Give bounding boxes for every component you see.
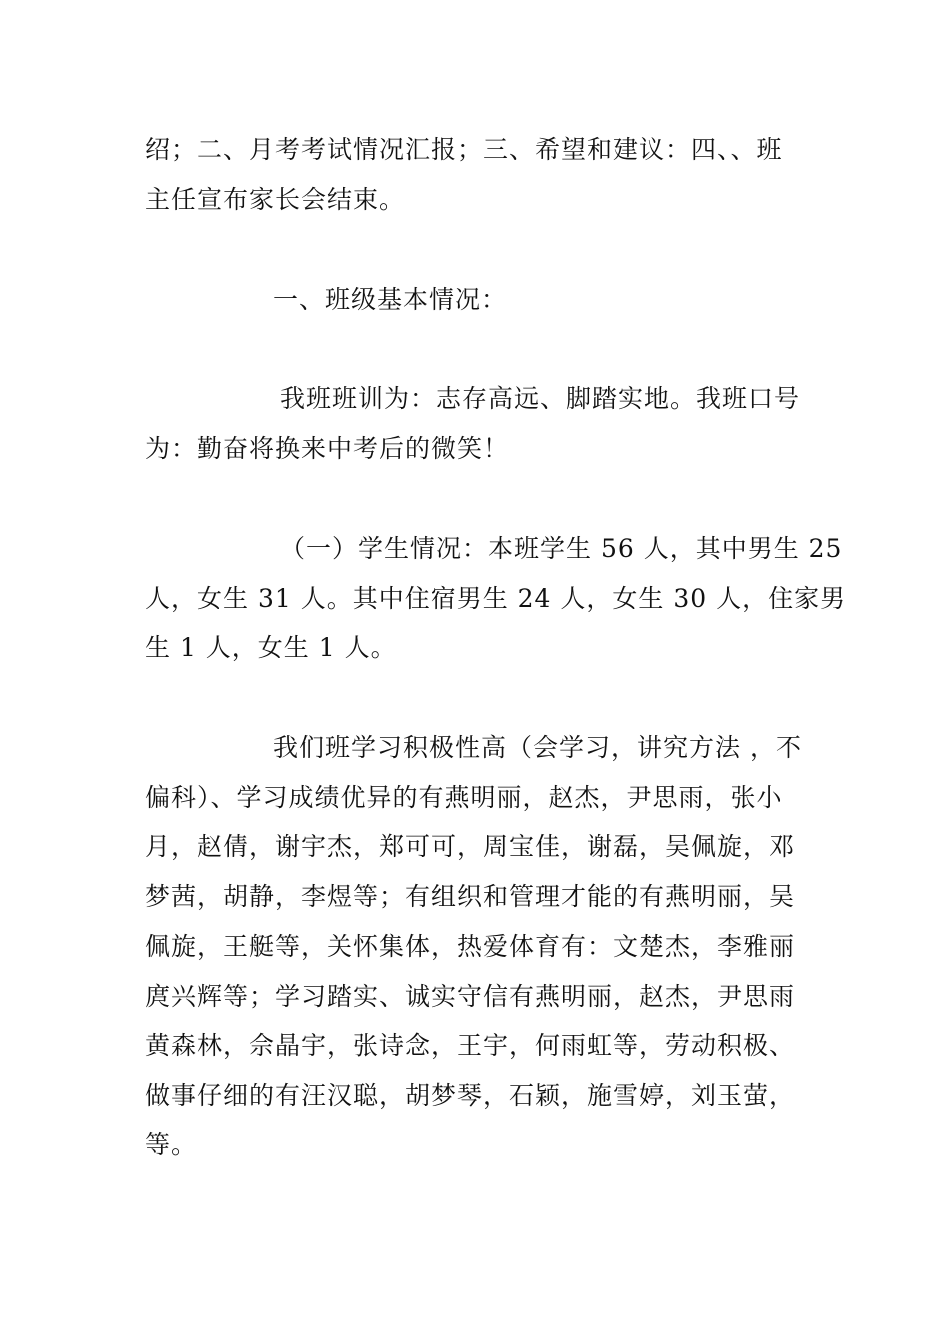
student-situation-line-1: （一）学生情况：本班学生 56 人，其中男生 25	[280, 534, 843, 563]
highlights-line-3: 月，赵倩，谢宇杰，郑可可，周宝佳，谢磊，吴佩旋，邓	[145, 832, 796, 861]
agenda-line-2: 主任宣布家长会结束。	[145, 185, 406, 214]
motto-line-1: 我班班训为：志存高远、脚踏实地。我班口号	[280, 384, 801, 413]
student-situation-line-3: 生 1 人，女生 1 人。	[145, 633, 397, 662]
highlights-line-2: 偏科）、学习成绩优异的有燕明丽，赵杰，尹思雨，张小	[145, 783, 783, 812]
agenda-line-1: 绍；二、月考考试情况汇报；三、希望和建议：四、、班	[145, 135, 783, 164]
highlights-line-6: 庹兴辉等；学习踏实、诚实守信有燕明丽，赵杰，尹思雨	[145, 982, 796, 1011]
highlights-line-4: 梦茜，胡静，李煜等；有组织和管理才能的有燕明丽，吴	[145, 882, 796, 911]
highlights-line-8: 做事仔细的有汪汉聪，胡梦琴，石颖，施雪婷，刘玉萤，	[145, 1081, 796, 1110]
section-heading: 一、班级基本情况：	[273, 285, 508, 314]
motto-line-2: 为：勤奋将换来中考后的微笑！	[145, 434, 510, 463]
highlights-line-7: 黄森林，佘晶宇，张诗念，王宇，何雨虹等，劳动积极、	[145, 1031, 796, 1060]
highlights-line-1: 我们班学习积极性高（会学习，讲究方法 ，不	[273, 733, 802, 762]
highlights-line-5: 佩旋，王艇等，关怀集体，热爱体育有：文楚杰，李雅丽	[145, 932, 796, 961]
student-situation-line-2: 人，女生 31 人。其中住宿男生 24 人，女生 30 人，住家男	[145, 584, 847, 613]
highlights-line-9: 等。	[145, 1130, 198, 1159]
